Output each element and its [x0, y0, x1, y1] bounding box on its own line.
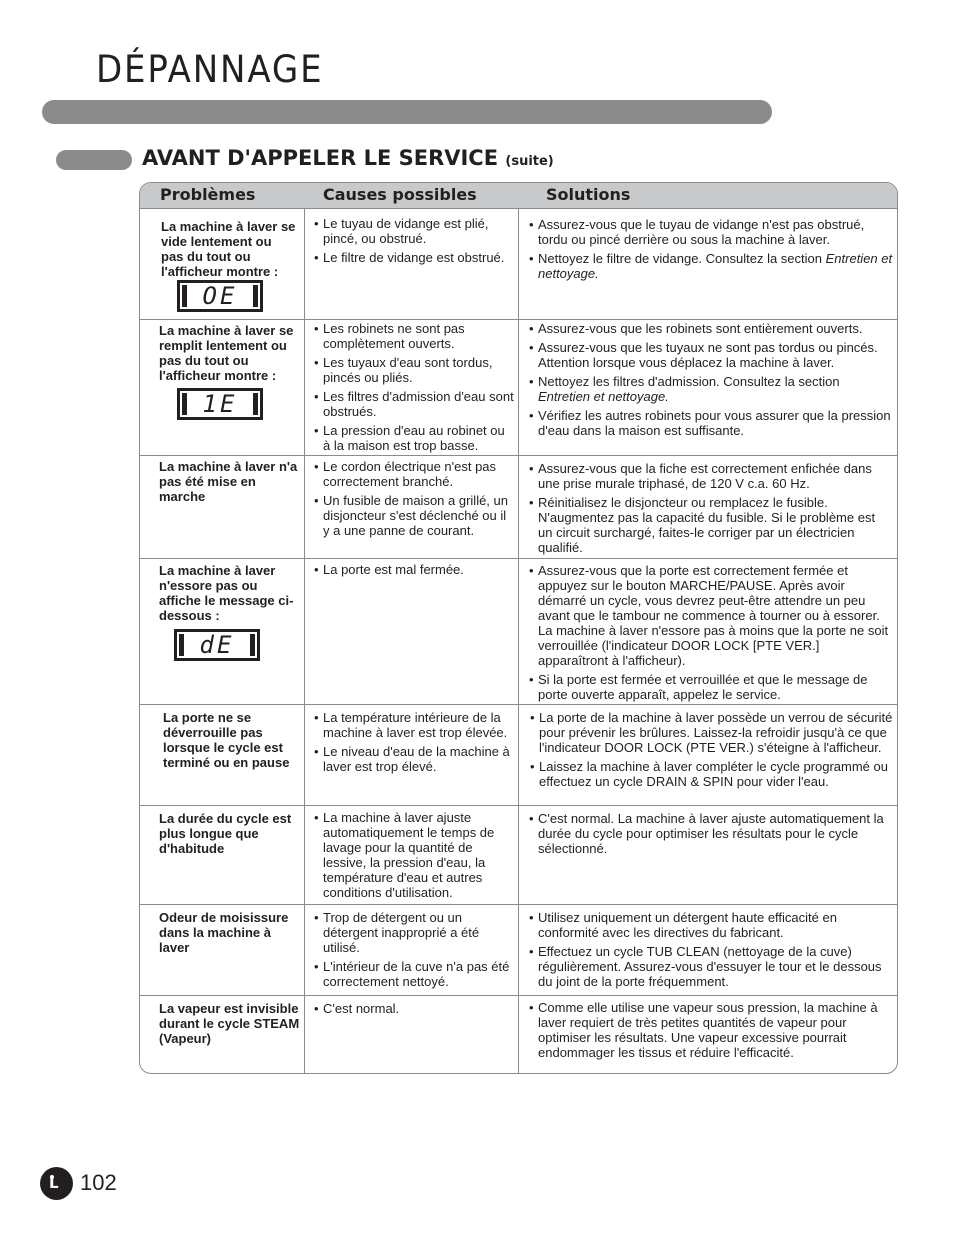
solution-item: • Si la porte est fermée et verrouillée et que le message de porte ouverte apparaît, appelez le service.	[529, 672, 893, 702]
solution-item: • Assurez-vous que les tuyaux ne sont pas tordus ou pincés. Attention lorsque vous déplacez la machine à laver.	[529, 340, 895, 370]
solution-item: • Vérifiez les autres robinets pour vous assurer que la pression d'eau dans la maison est suffisante.	[529, 408, 895, 438]
solution-item: • Utilisez uniquement un détergent haute efficacité en conformité avec les directives du fabricant.	[529, 910, 893, 940]
lg-logo-icon	[40, 1167, 73, 1200]
cause-item: • Les tuyaux d'eau sont tordus, pincés ou pliés.	[314, 355, 514, 385]
header-problems: Problèmes	[160, 185, 256, 204]
row-divider	[140, 805, 897, 806]
problem-cell: La machine à laver se remplit lentement ou pas du tout ou l'afficheur montre :	[159, 323, 294, 383]
solutions-cell	[529, 1000, 893, 1064]
lcd-code: OE	[202, 282, 238, 310]
causes-cell	[314, 1001, 514, 1020]
causes-cell	[314, 321, 514, 457]
lcd-display	[177, 280, 263, 312]
solutions-cell	[529, 217, 893, 285]
problem-cell: La machine à laver n'a pas été mise en marche	[159, 459, 298, 504]
solution-reference: Entretien et nettoyage.	[538, 389, 669, 404]
column-divider	[304, 209, 305, 1073]
page-number: 102	[80, 1170, 117, 1195]
row-divider	[140, 904, 897, 905]
logo-mark: L	[49, 1174, 59, 1192]
solution-item: • C'est normal. La machine à laver ajuste automatiquement la durée du cycle pour optimiser les résultats pour le cycle sélectionné.	[529, 811, 893, 856]
lcd-display	[177, 388, 263, 420]
table-header	[140, 183, 897, 209]
cause-item: • Le niveau d'eau de la machine à laver est trop élevé.	[314, 744, 514, 774]
solution-item: • Comme elle utilise une vapeur sous pression, la machine à laver requiert de très petites quantités de vapeur pour optimiser les résultats. Une vapeur excessive pourrait endommager les tissus et réduire l'efficacité.	[529, 1000, 893, 1060]
solution-item: • Réinitialisez le disjoncteur ou remplacez le fusible. N'augmentez pas la capacité du fusible. Si le problème est un circuit surchargé, faites-le corriger par un électricien qualifié.	[529, 495, 893, 555]
cause-item: • La porte est mal fermée.	[314, 562, 514, 577]
causes-cell	[314, 459, 514, 542]
troubleshooting-table	[139, 182, 898, 1074]
causes-cell	[314, 910, 514, 993]
problem-cell: La machine à laver n'essore pas ou affiche le message ci-dessous :	[159, 563, 294, 623]
solution-item	[529, 374, 895, 404]
solution-item: • La porte de la machine à laver possède un verrou de sécurité pour prévenir les brûlures. Laissez-la refroidir jusqu'à ce que l'indicateur DOOR LOCK (PTE VER.) s'éteigne à l'afficheur.	[530, 710, 894, 755]
causes-cell	[314, 710, 514, 778]
problem-cell: La machine à laver se vide lentement ou pas du tout ou l'afficheur montre :	[161, 219, 296, 279]
cause-item: • Un fusible de maison a grillé, un disjoncteur s'est déclenché ou il y a une panne de courant.	[314, 493, 514, 538]
solution-item	[529, 251, 893, 281]
page-title: DÉPANNAGE	[96, 48, 324, 91]
solutions-cell	[529, 563, 893, 706]
section-title-text: AVANT D'APPELER LE SERVICE	[142, 146, 499, 170]
solution-item: • Assurez-vous que la fiche est correctement enfichée dans une prise murale triphasé, de 120 V c.a. 60 Hz.	[529, 461, 893, 491]
cause-item: • L'intérieur de la cuve n'a pas été correctement nettoyé.	[314, 959, 514, 989]
header-solutions: Solutions	[546, 185, 631, 204]
lcd-code: dE	[199, 631, 235, 659]
problem-cell: La porte ne se déverrouille pas lorsque le cycle est terminé ou en pause	[163, 710, 290, 770]
cause-item: • La température intérieure de la machine à laver est trop élevée.	[314, 710, 514, 740]
section-pill	[56, 150, 132, 170]
causes-cell	[314, 810, 514, 904]
causes-cell	[314, 562, 514, 581]
solutions-cell	[529, 811, 893, 860]
problem-cell: Odeur de moisissure dans la machine à laver	[159, 910, 289, 955]
solution-item: • Assurez-vous que la porte est correctement fermée et appuyez sur le bouton MARCHE/PAUSE. Après avoir démarré un cycle, vous devrez peut-être attendre un peu avant que le tambour ne commence à tourner ou à essorer. La machine à laver n'essore pas à moins que la porte ne soit verrouillée (l'indicateur DOOR LOCK [PTE VER.] apparaîtront à l'afficheur).	[529, 563, 893, 668]
column-divider	[518, 209, 519, 1073]
cause-item: • Le filtre de vidange est obstrué.	[314, 250, 514, 265]
problem-cell: La vapeur est invisible durant le cycle STEAM (Vapeur)	[159, 1001, 300, 1046]
solutions-cell	[529, 321, 895, 442]
solutions-cell	[530, 710, 894, 793]
section-suffix: (suite)	[505, 154, 554, 169]
section-title	[142, 146, 554, 170]
cause-item: • Les filtres d'admission d'eau sont obstrués.	[314, 389, 514, 419]
solutions-cell	[529, 461, 893, 559]
solution-text: Nettoyez les filtres d'admission. Consultez la section	[538, 374, 840, 389]
solution-item: • Assurez-vous que les robinets sont entièrement ouverts.	[529, 321, 895, 336]
cause-item: • La machine à laver ajuste automatiquement le temps de lavage pour la quantité de lessive, la pression d'eau, la température d'eau et autres conditions d'utilisation.	[314, 810, 514, 900]
cause-item: • Les robinets ne sont pas complètement ouverts.	[314, 321, 514, 351]
cause-item: • Le cordon électrique n'est pas correctement branché.	[314, 459, 514, 489]
solution-reference: Entretien et nettoyage.	[538, 251, 893, 281]
lcd-display	[174, 629, 260, 661]
title-bar	[42, 100, 772, 124]
cause-item: • La pression d'eau au robinet ou à la maison est trop basse.	[314, 423, 514, 453]
cause-item: • C'est normal.	[314, 1001, 514, 1016]
problem-cell: La durée du cycle est plus longue que d'habitude	[159, 811, 292, 856]
row-divider	[140, 995, 897, 996]
solutions-cell	[529, 910, 893, 993]
solution-text: Nettoyez le filtre de vidange. Consultez la section	[538, 251, 822, 266]
header-causes: Causes possibles	[323, 185, 477, 204]
solution-item: • Assurez-vous que le tuyau de vidange n'est pas obstrué, tordu ou pincé derrière ou sous la machine à laver.	[529, 217, 893, 247]
lcd-code: 1E	[202, 390, 238, 418]
row-divider	[140, 319, 897, 320]
solution-item: • Effectuez un cycle TUB CLEAN (nettoyage de la cuve) régulièrement. Assurez-vous d'essuyer le tour et le dessous du joint de la porte fréquemment.	[529, 944, 893, 989]
cause-item: • Le tuyau de vidange est plié, pincé, ou obstrué.	[314, 216, 514, 246]
causes-cell	[314, 216, 514, 269]
solution-item: • Laissez la machine à laver compléter le cycle programmé ou effectuez un cycle DRAIN & SPIN pour vider l'eau.	[530, 759, 894, 789]
row-divider	[140, 455, 897, 456]
cause-item: • Trop de détergent ou un détergent inapproprié a été utilisé.	[314, 910, 514, 955]
